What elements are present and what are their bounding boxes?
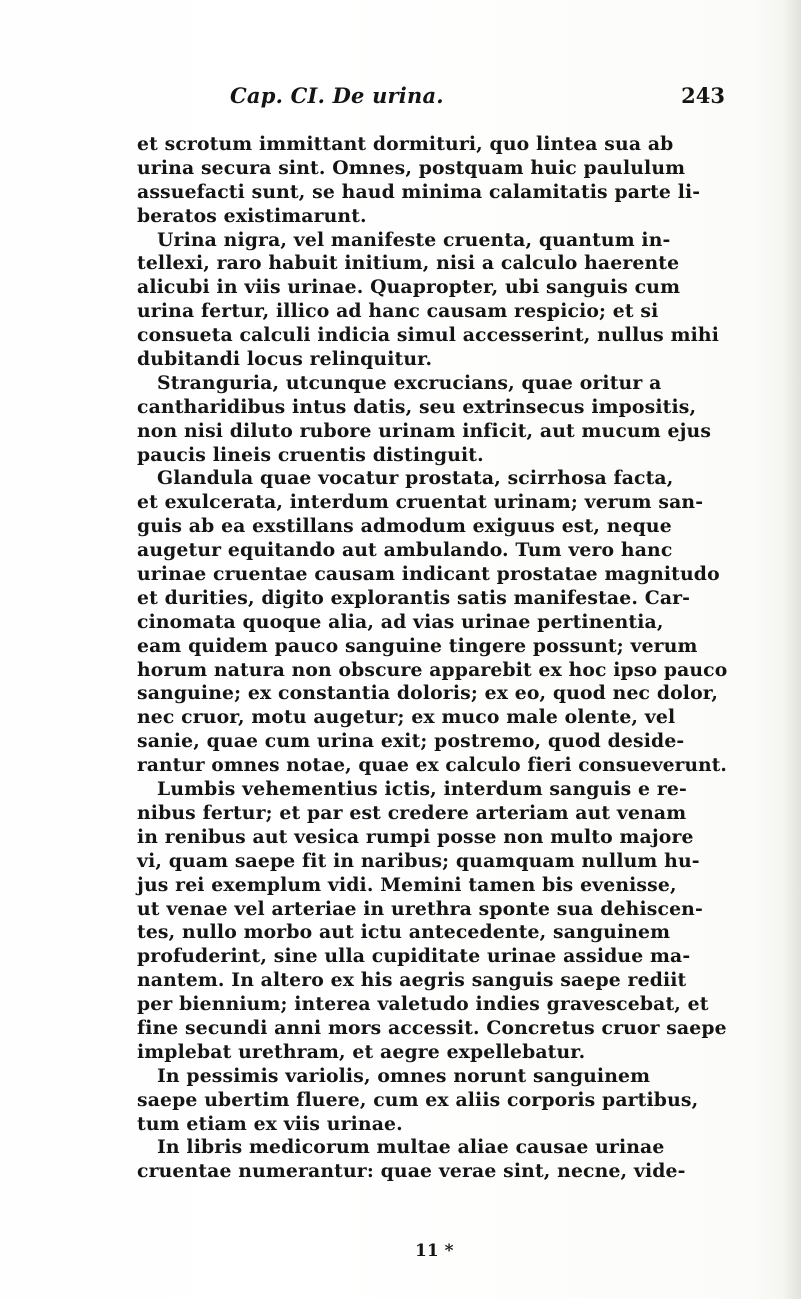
text-line: tum etiam ex viis urinae. bbox=[137, 1112, 403, 1135]
text-line: assuefacti sunt, se haud minima calamitatis parte li- bbox=[137, 180, 701, 203]
text-line: nibus fertur; et par est credere arteriam aut venam bbox=[137, 801, 687, 824]
text-line: urina fertur, illico ad hanc causam respicio; et si bbox=[137, 300, 659, 323]
text-line: et exulcerata, interdum cruentat urinam; verum san- bbox=[137, 491, 704, 514]
text-line: urina secura sint. Omnes, postquam huic paululum bbox=[137, 156, 686, 179]
body-text bbox=[137, 133, 727, 1184]
text-line: rantur omnes notae, quae ex calculo fieri consueverunt. bbox=[137, 755, 728, 777]
signature-mark: 11 * bbox=[415, 1241, 454, 1261]
text-line: Stranguria, utcunque excrucians, quae oritur a bbox=[157, 371, 662, 394]
page-edge-shadow bbox=[783, 0, 801, 1299]
running-head bbox=[150, 83, 725, 113]
text-line: In libris medicorum multae aliae causae urinae bbox=[157, 1136, 665, 1159]
text-line: saepe ubertim fluere, cum ex aliis corporis partibus, bbox=[137, 1088, 699, 1111]
text-line: beratos existimarunt. bbox=[137, 204, 367, 227]
text-line: non nisi diluto rubore urinam inficit, aut mucum ejus bbox=[137, 419, 712, 442]
text-line: sanie, quae cum urina exit; postremo, quod deside- bbox=[137, 730, 685, 753]
text-line: in renibus aut vesica rumpi posse non multo majore bbox=[137, 825, 694, 848]
text-line: per biennium; interea valetudo indies gravescebat, et bbox=[137, 993, 709, 1016]
text-line: guis ab ea exstillans admodum exiguus est, neque bbox=[137, 515, 672, 538]
text-line: alicubi in viis urinae. Quapropter, ubi sanguis cum bbox=[137, 276, 681, 299]
text-line: implebat urethram, et aegre expellebatur. bbox=[137, 1040, 586, 1063]
text-line: eam quidem pauco sanguine tingere possunt; verum bbox=[137, 634, 698, 657]
text-line: augetur equitando aut ambulando. Tum vero hanc bbox=[137, 539, 673, 562]
text-line: horum natura non obscure apparebit ex hoc ipso pauco bbox=[137, 658, 728, 681]
text-line: paucis lineis cruentis distinguit. bbox=[137, 443, 484, 466]
text-line: et durities, digito explorantis satis manifestae. Car- bbox=[137, 586, 691, 609]
chapter-title: Cap. CI. De urina. bbox=[230, 83, 444, 108]
text-line: tellexi, raro habuit initium, nisi a calculo haerente bbox=[137, 252, 680, 275]
text-line: nantem. In altero ex his aegris sanguis saepe rediit bbox=[137, 969, 687, 992]
text-line: Glandula quae vocatur prostata, scirrhosa facta, bbox=[157, 467, 674, 490]
text-line: urinae cruentae causam indicant prostatae magnitudo bbox=[137, 563, 720, 586]
text-line: fine secundi anni mors accessit. Concretus cruor saepe bbox=[137, 1016, 727, 1039]
text-line: profuderint, sine ulla cupiditate urinae assidue ma- bbox=[137, 945, 691, 968]
text-line: consueta calculi indicia simul accesserint, nullus mihi bbox=[137, 324, 719, 347]
text-line: jus rei exemplum vidi. Memini tamen bis evenisse, bbox=[137, 873, 677, 896]
text-line: tes, nullo morbo aut ictu antecedente, sanguinem bbox=[137, 921, 671, 944]
text-line: nec cruor, motu augetur; ex muco male olente, vel bbox=[137, 706, 676, 729]
text-line: Urina nigra, vel manifeste cruenta, quantum in- bbox=[157, 228, 671, 251]
text-line: ut venae vel arteriae in urethra sponte sua dehiscen- bbox=[137, 897, 703, 920]
text-line: In pessimis variolis, omnes norunt sanguinem bbox=[157, 1064, 651, 1087]
text-line: Lumbis vehementius ictis, interdum sanguis e re- bbox=[157, 778, 687, 801]
text-line: dubitandi locus relinquitur. bbox=[137, 348, 433, 371]
text-line: cinomata quoque alia, ad vias urinae pertinentia, bbox=[137, 610, 664, 633]
page-number: 243 bbox=[681, 83, 725, 108]
text-line: cantharidibus intus datis, seu extrinsecus impositis, bbox=[137, 395, 697, 418]
text-line: et scrotum immittant dormituri, quo lintea sua ab bbox=[137, 133, 674, 155]
text-line: sanguine; ex constantia doloris; ex eo, quod nec dolor, bbox=[137, 682, 719, 705]
text-line: vi, quam saepe fit in naribus; quamquam nullum hu- bbox=[137, 849, 700, 872]
text-line: cruentae numerantur: quae verae sint, necne, vide- bbox=[137, 1160, 686, 1183]
